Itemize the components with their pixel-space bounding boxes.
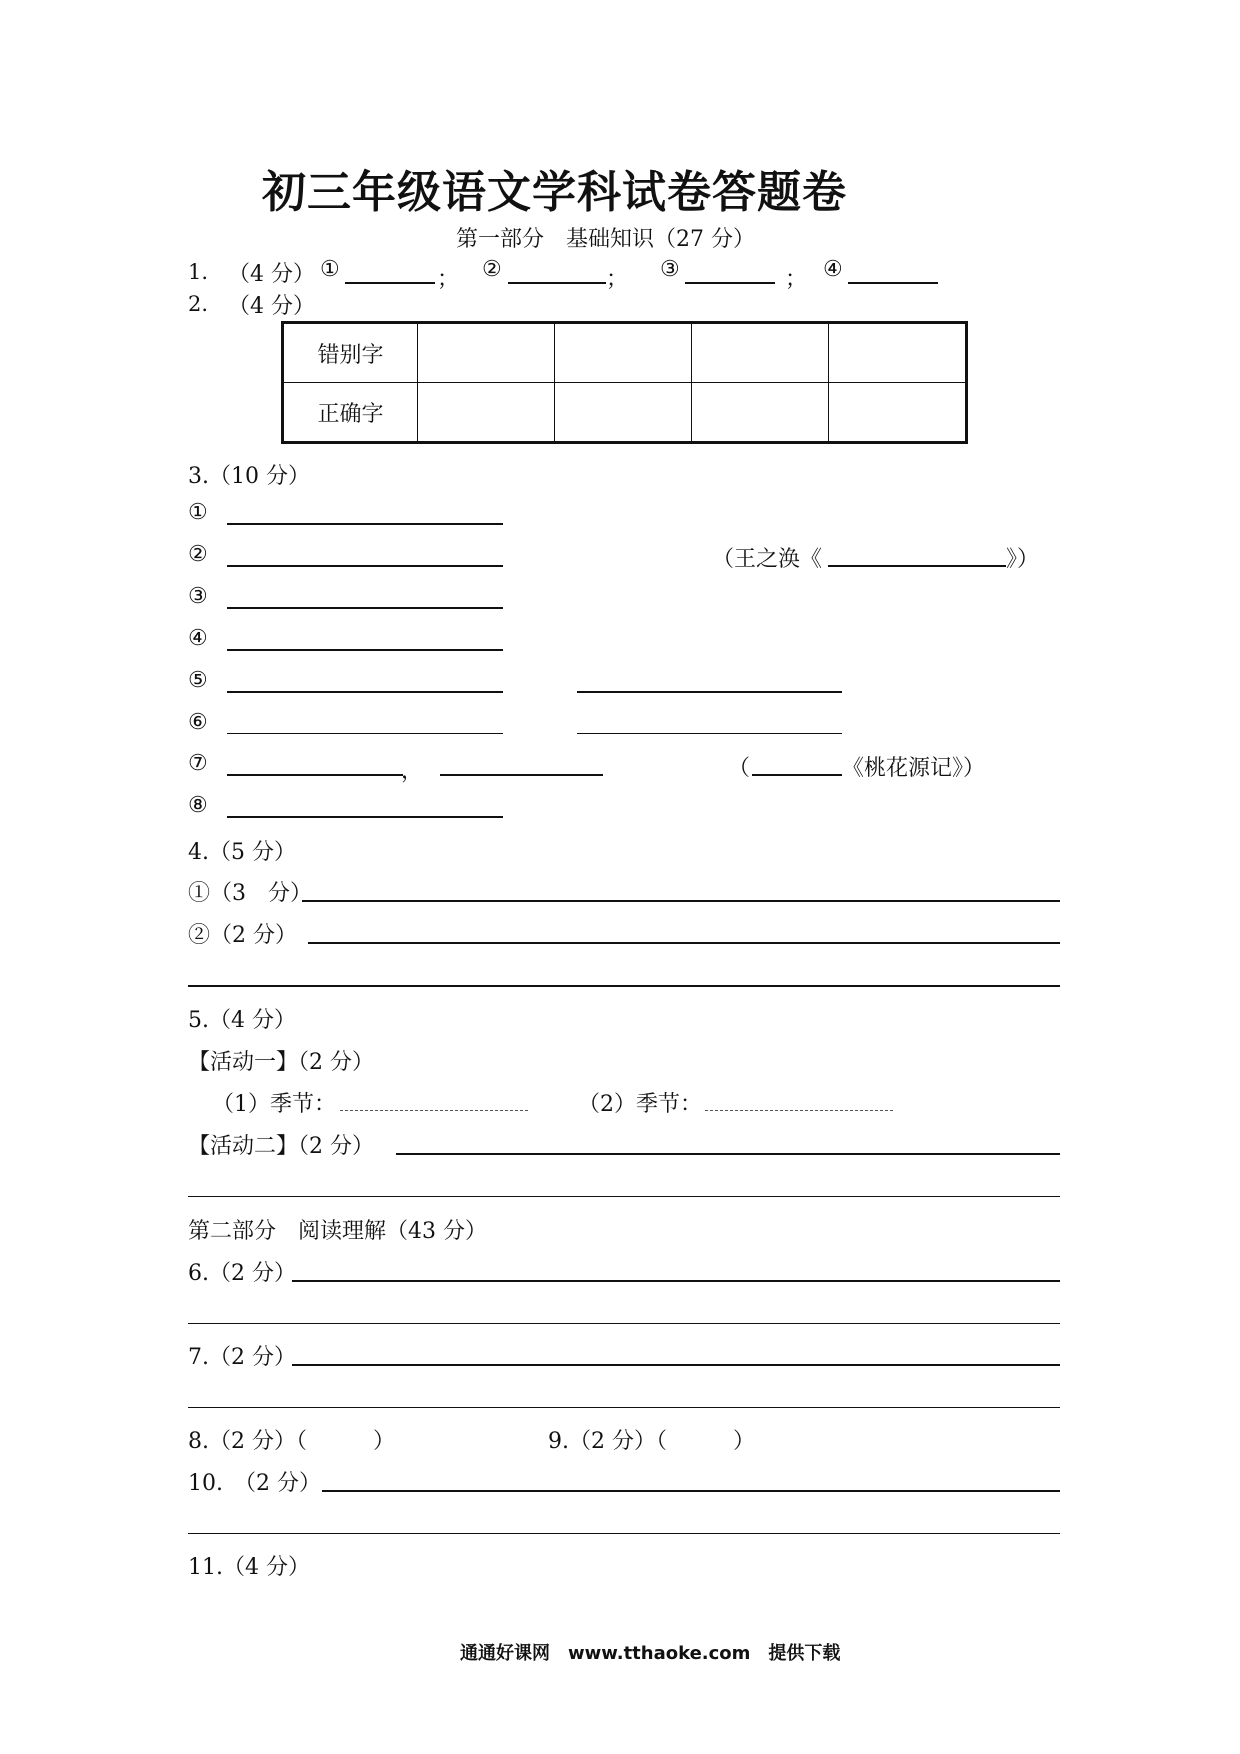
q3-author-open: （王之涣《 (712, 547, 823, 572)
q6-answer-line[interactable] (292, 1280, 1060, 1282)
q4-sub2-answer-line-2[interactable] (188, 985, 1060, 987)
q3-blank-8[interactable] (227, 816, 503, 818)
q3-source-open: （ (728, 756, 751, 781)
q3-label: 3.（10 分） (188, 464, 310, 489)
correct-cell[interactable] (829, 383, 967, 443)
correct-cell[interactable] (555, 383, 692, 443)
q4-sub1-label: ①（3 分） (188, 881, 312, 906)
q1-blank-3[interactable] (685, 282, 775, 284)
q3-comma: ， (401, 759, 424, 784)
q1-marker-3: ③ (660, 257, 680, 282)
q3-blank-7b[interactable] (440, 774, 603, 776)
q1-marker-1: ① (320, 257, 340, 282)
footer-source: 通通好课网 www.tthaoke.com 提供下载 (460, 1643, 841, 1664)
q7-answer-line[interactable] (292, 1364, 1060, 1366)
correct-cell[interactable] (692, 383, 829, 443)
q5-season-1-blank[interactable] (340, 1110, 528, 1111)
q1-blank-4[interactable] (848, 282, 938, 284)
q3-marker-6: ⑥ (188, 710, 208, 735)
q3-poem-title-blank[interactable] (828, 565, 1006, 567)
q10-label: 10. （2 分） (188, 1471, 321, 1496)
q3-marker-3: ③ (188, 584, 208, 609)
q2-number: 2. (188, 292, 209, 316)
q5-season-1-label: （1）季节： (212, 1092, 336, 1117)
q3-marker-4: ④ (188, 626, 208, 651)
q5-season-2-blank[interactable] (705, 1110, 893, 1111)
correct-row (283, 383, 967, 443)
typo-row-label: 错别字 (283, 323, 418, 383)
q5-activity-2-answer-line-2[interactable] (188, 1196, 1060, 1197)
q10-answer-line-2[interactable] (188, 1533, 1060, 1534)
q1-blank-2[interactable] (508, 282, 606, 284)
q4-sub1-answer-line[interactable] (302, 900, 1060, 902)
q3-marker-1: ① (188, 500, 208, 525)
q3-blank-6a[interactable] (227, 733, 503, 734)
q5-label: 5.（4 分） (188, 1008, 296, 1033)
typo-row (283, 323, 967, 383)
q6-answer-line-2[interactable] (188, 1323, 1060, 1324)
q3-marker-5: ⑤ (188, 668, 208, 693)
q3-blank-7a[interactable] (227, 774, 403, 776)
q4-sub2-answer-line[interactable] (308, 942, 1060, 944)
q3-blank-2[interactable] (227, 565, 503, 567)
answer-sheet-title: 初三年级语文学科试卷答题卷 (262, 167, 847, 218)
q1-number: 1. (188, 260, 209, 284)
q1-blank-1[interactable] (345, 282, 435, 284)
q3-source-close: 《桃花源记》） (842, 756, 986, 781)
typo-correction-table (281, 321, 968, 444)
q1-separator-2: ； (606, 267, 629, 292)
q1-separator-1: ； (437, 267, 460, 292)
q8-label: 8.（2 分）（ ） (188, 1429, 395, 1454)
q5-activity-1-label: 【活动一】（2 分） (188, 1050, 374, 1075)
typo-cell[interactable] (829, 323, 967, 383)
q1-score: （4 分） (228, 262, 315, 287)
q3-marker-8: ⑧ (188, 793, 208, 818)
q1-marker-4: ④ (823, 257, 843, 282)
q4-label: 4.（5 分） (188, 840, 296, 865)
correct-cell[interactable] (418, 383, 555, 443)
correct-row-label: 正确字 (283, 383, 418, 443)
q5-season-2-label: （2）季节： (578, 1092, 702, 1117)
q1-marker-2: ② (482, 257, 502, 282)
q3-blank-5b[interactable] (577, 691, 842, 693)
q3-marker-7: ⑦ (188, 751, 208, 776)
q3-marker-2: ② (188, 542, 208, 567)
q5-activity-2-label: 【活动二】（2 分） (188, 1134, 374, 1159)
typo-cell[interactable] (692, 323, 829, 383)
q3-author-blank[interactable] (752, 774, 842, 776)
q3-author-close: 》） (1006, 547, 1040, 572)
q10-answer-line[interactable] (322, 1490, 1060, 1492)
q3-blank-1[interactable] (227, 523, 503, 525)
q5-activity-2-answer-line[interactable] (396, 1153, 1060, 1155)
q2-score: （4 分） (228, 294, 315, 319)
part1-heading: 第一部分 基础知识（27 分） (456, 227, 755, 252)
q3-blank-3[interactable] (227, 607, 503, 609)
typo-cell[interactable] (555, 323, 692, 383)
q1-separator-3: ； (785, 267, 808, 292)
q7-label: 7.（2 分） (188, 1345, 296, 1370)
typo-cell[interactable] (418, 323, 555, 383)
q3-blank-4[interactable] (227, 649, 503, 651)
q7-answer-line-2[interactable] (188, 1407, 1060, 1408)
q6-label: 6.（2 分） (188, 1261, 296, 1286)
q9-label: 9.（2 分）（ ） (548, 1429, 755, 1454)
q4-sub2-label: ②（2 分） (188, 923, 297, 948)
part2-heading: 第二部分 阅读理解（43 分） (188, 1219, 487, 1244)
q3-blank-6b[interactable] (577, 733, 842, 734)
q3-blank-5a[interactable] (227, 691, 503, 693)
q11-label: 11.（4 分） (188, 1555, 310, 1580)
